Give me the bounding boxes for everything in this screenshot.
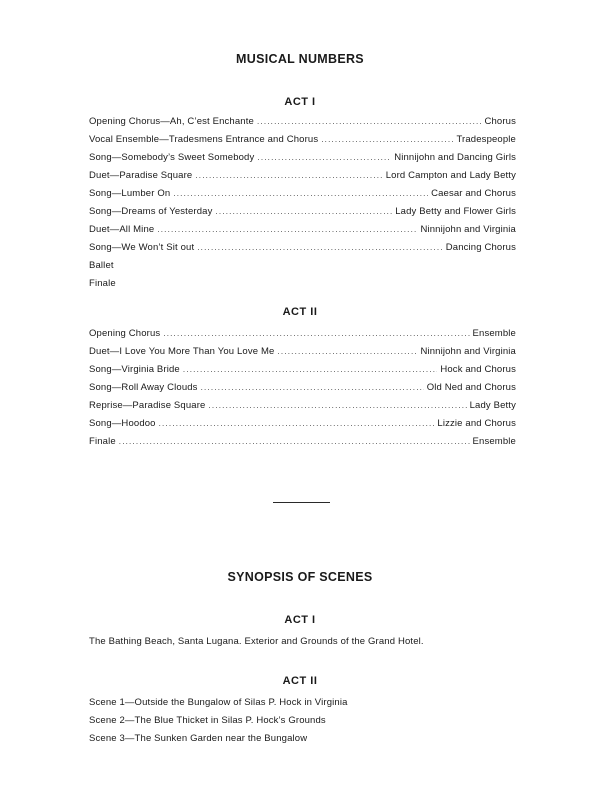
act2-heading: ACT II (282, 306, 318, 318)
musical-number (89, 134, 516, 152)
number-performers: Lady Betty (469, 400, 516, 411)
number-performers: Dancing Chorus (445, 242, 516, 253)
dot-leader (195, 171, 382, 180)
dot-leader (257, 153, 391, 162)
number-title: Finale (89, 278, 116, 289)
scene-item: Scene 2—The Blue Thicket in Silas P. Hock’s Grounds (89, 715, 326, 726)
act1-heading: ACT I (284, 96, 316, 108)
dot-leader (257, 117, 482, 126)
dot-leader (163, 329, 469, 338)
synopsis-act1-heading: ACT I (284, 614, 316, 626)
number-title: Duet—I Love You More Than You Love Me (89, 346, 275, 357)
musical-number (89, 242, 516, 260)
number-title: Song—Dreams of Yesterday (89, 206, 213, 217)
number-title: Duet—Paradise Square (89, 170, 193, 181)
musical-number (89, 382, 516, 400)
number-title: Song—Virginia Bride (89, 364, 180, 375)
section-divider (273, 502, 330, 503)
number-performers: Lord Campton and Lady Betty (385, 170, 516, 181)
number-performers: Old Ned and Chorus (426, 382, 516, 393)
number-title: Song—Hoodoo (89, 418, 156, 429)
dot-leader (201, 383, 424, 392)
dot-leader (173, 189, 428, 198)
number-title: Song—We Won’t Sit out (89, 242, 195, 253)
dot-leader (277, 347, 417, 356)
musical-number (89, 224, 516, 242)
musical-number (89, 206, 516, 224)
number-performers: Hock and Chorus (440, 364, 516, 375)
synopsis-act2-heading: ACT II (282, 675, 318, 687)
dot-leader (215, 207, 392, 216)
number-performers: Lady Betty and Flower Girls (395, 206, 516, 217)
synopsis-title: SYNOPSIS OF SCENES (227, 570, 373, 584)
musical-number (89, 436, 516, 454)
number-title: Song—Somebody’s Sweet Somebody (89, 152, 255, 163)
number-performers: Ensemble (472, 436, 516, 447)
musical-number (89, 152, 516, 170)
musical-number (89, 400, 516, 418)
number-title: Ballet (89, 260, 114, 271)
musical-number (89, 260, 516, 278)
dot-leader (157, 225, 417, 234)
number-title: Opening Chorus (89, 328, 161, 339)
dot-leader (321, 135, 453, 144)
number-performers: Tradespeople (456, 134, 516, 145)
dot-leader (119, 437, 470, 446)
scene-item: Scene 3—The Sunken Garden near the Bungalow (89, 733, 308, 744)
number-performers: Chorus (484, 116, 516, 127)
number-performers: Caesar and Chorus (431, 188, 516, 199)
number-title: Duet—All Mine (89, 224, 155, 235)
dot-leader (208, 401, 466, 410)
number-title: Reprise—Paradise Square (89, 400, 206, 411)
number-title: Song—Lumber On (89, 188, 171, 199)
dot-leader (197, 243, 443, 252)
number-title: Finale (89, 436, 116, 447)
musical-number (89, 418, 516, 436)
number-performers: Lizzie and Chorus (437, 418, 516, 429)
act2-number-list (89, 328, 516, 454)
musical-number (89, 346, 516, 364)
musical-number (89, 170, 516, 188)
musical-number (89, 116, 516, 134)
synopsis-act1-text: The Bathing Beach, Santa Lugana. Exterior and Grounds of the Grand Hotel. (89, 636, 424, 647)
dot-leader (183, 365, 437, 374)
musical-number (89, 364, 516, 382)
number-title: Vocal Ensemble—Tradesmens Entrance and Chorus (89, 134, 319, 145)
dot-leader (159, 419, 435, 428)
number-title: Opening Chorus—Ah, C’est Enchante (89, 116, 254, 127)
number-title: Song—Roll Away Clouds (89, 382, 198, 393)
musical-number (89, 278, 516, 296)
number-performers: Ensemble (472, 328, 516, 339)
number-performers: Ninnijohn and Virginia (420, 224, 516, 235)
scene-item: Scene 1—Outside the Bungalow of Silas P. Hock in Virginia (89, 697, 348, 708)
number-performers: Ninnijohn and Dancing Girls (394, 152, 516, 163)
musical-number (89, 328, 516, 346)
musical-number (89, 188, 516, 206)
number-performers: Ninnijohn and Virginia (420, 346, 516, 357)
scene-list (89, 697, 348, 751)
musical-numbers-title: MUSICAL NUMBERS (236, 52, 364, 66)
act1-number-list (89, 116, 516, 296)
